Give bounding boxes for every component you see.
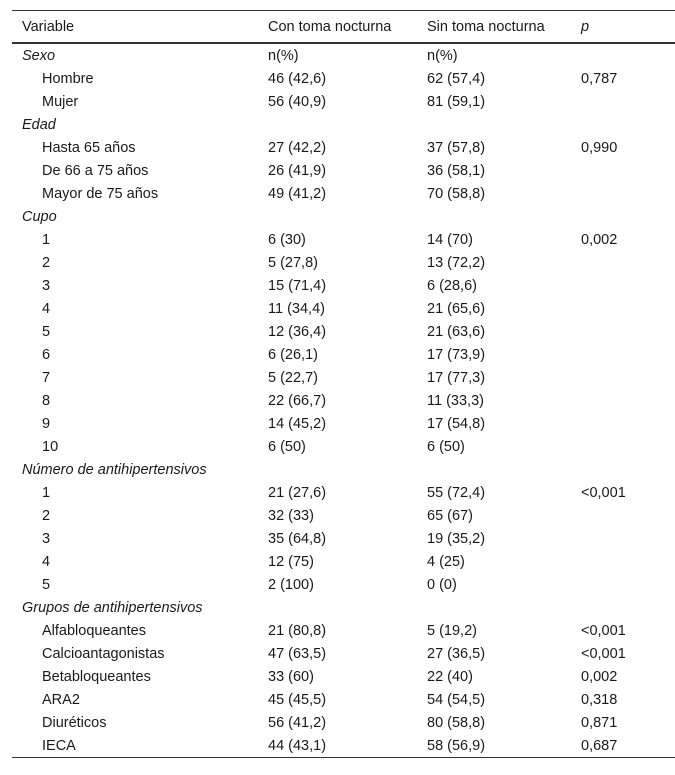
row-p-cell: [571, 159, 675, 182]
group-p-cell: [571, 205, 675, 228]
table-row: [12, 481, 675, 504]
row-label-cell: Alfabloqueantes: [42, 622, 146, 639]
row-label-cell: 1: [42, 231, 51, 248]
row-con-cell: 45 (45,5): [268, 691, 327, 708]
group-sin-cell: [417, 596, 571, 619]
row-con-cell: 26 (41,9): [268, 162, 327, 179]
row-label-cell: 10: [42, 438, 59, 455]
row-con-cell: 27 (42,2): [268, 139, 327, 156]
row-con-cell: 56 (40,9): [268, 93, 327, 110]
row-label-cell: 2: [42, 254, 51, 271]
table-row: [12, 228, 675, 251]
table-row: [12, 527, 675, 550]
row-p-cell: [571, 573, 675, 596]
row-sin-cell: 58 (56,9): [427, 737, 486, 754]
header-sin-toma: Sin toma nocturna: [427, 18, 545, 35]
row-con-cell: 47 (63,5): [268, 645, 327, 662]
row-p-cell: 0,871: [581, 714, 618, 731]
group-p-cell: [571, 596, 675, 619]
group-label-cell: Edad: [22, 116, 56, 133]
group-con-cell: [258, 205, 417, 228]
row-p-cell: [571, 527, 675, 550]
row-sin-cell: 22 (40): [427, 668, 473, 685]
row-p-cell: 0,687: [581, 737, 618, 754]
group-row: [12, 458, 675, 481]
row-sin-cell: 55 (72,4): [427, 484, 486, 501]
group-con-cell: n(%): [268, 47, 299, 64]
table-row: [12, 711, 675, 734]
group-label-cell: Número de antihipertensivos: [22, 461, 207, 478]
row-sin-cell: 19 (35,2): [427, 530, 486, 547]
row-p-cell: [571, 343, 675, 366]
group-label-cell: Cupo: [22, 208, 57, 225]
header-con-toma: Con toma nocturna: [268, 18, 392, 35]
row-con-cell: 49 (41,2): [268, 185, 327, 202]
row-label-cell: 6: [42, 346, 51, 363]
row-sin-cell: 11 (33,3): [427, 392, 484, 409]
row-label-cell: Hasta 65 años: [42, 139, 136, 156]
row-con-cell: 6 (26,1): [268, 346, 318, 363]
table-header-row: [12, 11, 675, 44]
table-row: [12, 320, 675, 343]
group-row: [12, 596, 675, 619]
table-row: [12, 550, 675, 573]
group-row: [12, 205, 675, 228]
row-label-cell: Calcioantagonistas: [42, 645, 165, 662]
row-label-cell: 2: [42, 507, 51, 524]
row-sin-cell: 81 (59,1): [427, 93, 486, 110]
table-row: [12, 159, 675, 182]
table-row: [12, 67, 675, 90]
group-row: [12, 113, 675, 136]
row-con-cell: 6 (30): [268, 231, 306, 248]
group-sin-cell: [417, 205, 571, 228]
group-row: [12, 43, 675, 67]
table-row: [12, 274, 675, 297]
row-sin-cell: 21 (63,6): [427, 323, 486, 340]
row-label-cell: 5: [42, 323, 51, 340]
table-row: [12, 251, 675, 274]
row-sin-cell: 37 (57,8): [427, 139, 486, 156]
group-p-cell: [571, 43, 675, 67]
row-con-cell: 12 (75): [268, 553, 314, 570]
group-sin-cell: [417, 113, 571, 136]
row-label-cell: Mujer: [42, 93, 79, 110]
row-con-cell: 2 (100): [268, 576, 314, 593]
row-label-cell: 3: [42, 530, 51, 547]
row-con-cell: 5 (22,7): [268, 369, 318, 386]
group-p-cell: [571, 113, 675, 136]
row-p-cell: [571, 435, 675, 458]
row-label-cell: 4: [42, 553, 51, 570]
table-row: [12, 435, 675, 458]
row-label-cell: 1: [42, 484, 51, 501]
row-p-cell: [571, 251, 675, 274]
group-con-cell: [258, 596, 417, 619]
row-sin-cell: 27 (36,5): [427, 645, 486, 662]
row-p-cell: [571, 366, 675, 389]
row-sin-cell: 65 (67): [427, 507, 473, 524]
row-con-cell: 35 (64,8): [268, 530, 327, 547]
row-sin-cell: 70 (58,8): [427, 185, 486, 202]
row-sin-cell: 6 (28,6): [427, 277, 477, 294]
row-sin-cell: 17 (54,8): [427, 415, 486, 432]
table-row: [12, 182, 675, 205]
row-sin-cell: 14 (70): [427, 231, 473, 248]
row-con-cell: 11 (34,4): [268, 300, 325, 317]
group-con-cell: [258, 458, 417, 481]
table-row: [12, 343, 675, 366]
row-p-cell: [571, 504, 675, 527]
row-con-cell: 15 (71,4): [268, 277, 327, 294]
row-p-cell: <0,001: [581, 484, 626, 501]
row-p-cell: 0,787: [581, 70, 618, 87]
row-sin-cell: 21 (65,6): [427, 300, 486, 317]
header-p-value: p: [581, 18, 590, 35]
row-sin-cell: 4 (25): [427, 553, 465, 570]
row-p-cell: [571, 550, 675, 573]
row-p-cell: [571, 274, 675, 297]
row-label-cell: 9: [42, 415, 51, 432]
row-con-cell: 21 (80,8): [268, 622, 327, 639]
row-p-cell: [571, 389, 675, 412]
row-con-cell: 14 (45,2): [268, 415, 327, 432]
table-row: [12, 412, 675, 435]
table-row: [12, 90, 675, 113]
table-row: [12, 688, 675, 711]
row-con-cell: 33 (60): [268, 668, 314, 685]
row-sin-cell: 62 (57,4): [427, 70, 486, 87]
group-con-cell: [258, 113, 417, 136]
table-row: [12, 642, 675, 665]
row-label-cell: ARA2: [42, 691, 80, 708]
table-row: [12, 504, 675, 527]
group-sin-cell: [417, 458, 571, 481]
row-p-cell: [571, 90, 675, 113]
row-label-cell: 4: [42, 300, 51, 317]
group-label-cell: Grupos de antihipertensivos: [22, 599, 203, 616]
row-con-cell: 22 (66,7): [268, 392, 327, 409]
table-row: [12, 136, 675, 159]
row-sin-cell: 17 (73,9): [427, 346, 486, 363]
row-label-cell: De 66 a 75 años: [42, 162, 149, 179]
row-p-cell: [571, 320, 675, 343]
row-sin-cell: 80 (58,8): [427, 714, 486, 731]
row-sin-cell: 6 (50): [427, 438, 465, 455]
row-label-cell: 8: [42, 392, 51, 409]
row-p-cell: 0,318: [581, 691, 618, 708]
table-row: [12, 366, 675, 389]
row-p-cell: 0,002: [581, 231, 618, 248]
row-con-cell: 46 (42,6): [268, 70, 327, 87]
group-p-cell: [571, 458, 675, 481]
row-sin-cell: 5 (19,2): [427, 622, 477, 639]
row-p-cell: <0,001: [581, 622, 626, 639]
row-p-cell: [571, 297, 675, 320]
row-con-cell: 6 (50): [268, 438, 306, 455]
group-label-cell: Sexo: [22, 47, 56, 64]
table-row: [12, 734, 675, 758]
row-sin-cell: 54 (54,5): [427, 691, 486, 708]
row-label-cell: Diuréticos: [42, 714, 107, 731]
row-con-cell: 44 (43,1): [268, 737, 327, 754]
row-p-cell: <0,001: [581, 645, 626, 662]
table-row: [12, 619, 675, 642]
row-label-cell: Betabloqueantes: [42, 668, 151, 685]
row-sin-cell: 0 (0): [427, 576, 457, 593]
table-row: [12, 297, 675, 320]
row-label-cell: IECA: [42, 737, 76, 754]
row-label-cell: Mayor de 75 años: [42, 185, 159, 202]
row-p-cell: 0,990: [581, 139, 618, 156]
row-label-cell: 7: [42, 369, 51, 386]
row-p-cell: [571, 182, 675, 205]
table-row: [12, 573, 675, 596]
row-con-cell: 21 (27,6): [268, 484, 327, 501]
table-body: [12, 43, 675, 758]
table-row: [12, 389, 675, 412]
row-label-cell: 5: [42, 576, 51, 593]
row-sin-cell: 17 (77,3): [427, 369, 486, 386]
row-label-cell: 3: [42, 277, 51, 294]
row-con-cell: 12 (36,4): [268, 323, 327, 340]
row-label-cell: Hombre: [42, 70, 94, 87]
row-p-cell: 0,002: [581, 668, 618, 685]
group-sin-cell: n(%): [427, 47, 458, 64]
row-sin-cell: 13 (72,2): [427, 254, 486, 271]
table-row: [12, 665, 675, 688]
row-sin-cell: 36 (58,1): [427, 162, 486, 179]
results-table: [12, 10, 675, 758]
header-variable: Variable: [22, 18, 75, 35]
row-con-cell: 5 (27,8): [268, 254, 318, 271]
row-con-cell: 56 (41,2): [268, 714, 327, 731]
row-p-cell: [571, 412, 675, 435]
row-con-cell: 32 (33): [268, 507, 314, 524]
